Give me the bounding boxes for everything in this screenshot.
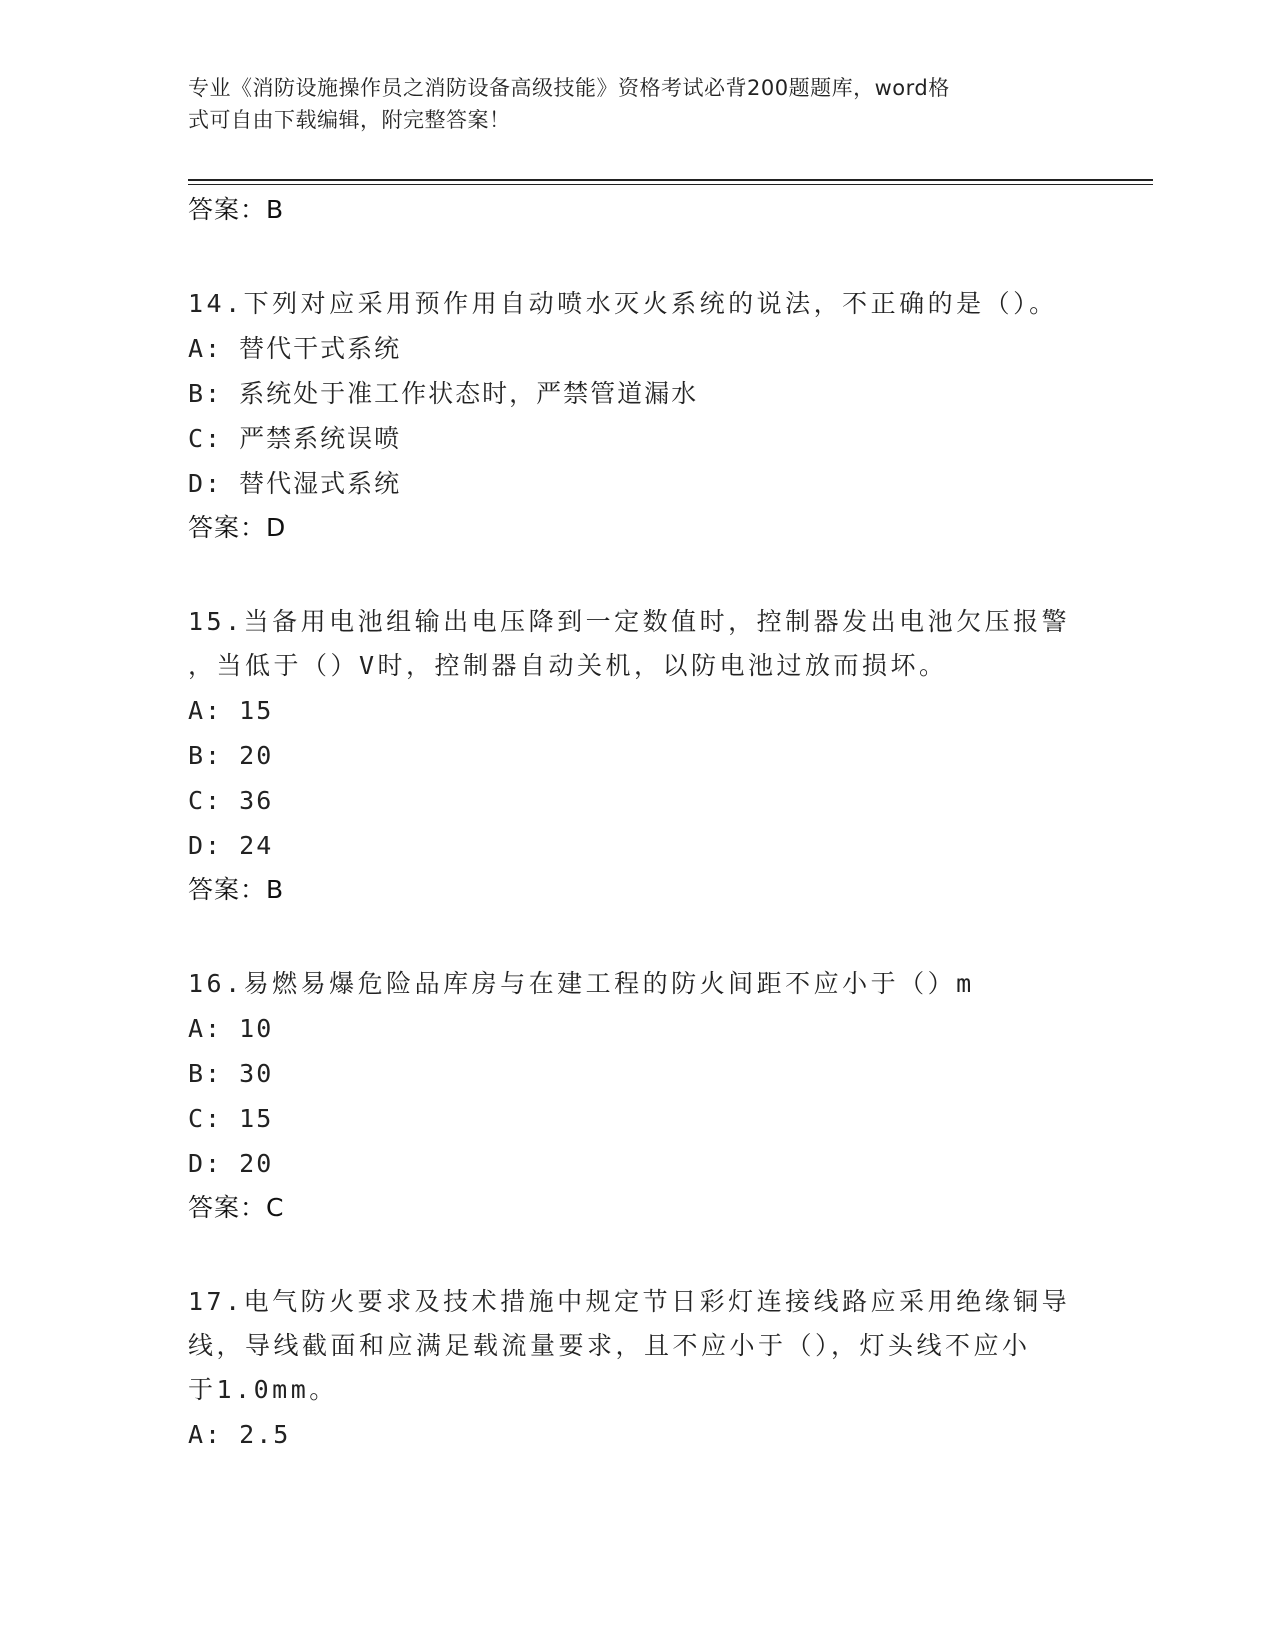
option-b: B: 系统处于准工作状态时，严禁管道漏水: [188, 379, 699, 408]
question-17: [188, 1280, 1088, 1457]
stem-line: 15.当备用电池组输出电压降到一定数值时，控制器发出电池欠压报警: [188, 607, 1071, 636]
question-stem: [188, 1280, 1088, 1412]
question-list: [188, 188, 1088, 1507]
option-d: D: 24: [188, 831, 274, 860]
header-rule-thick: [188, 179, 1153, 181]
option-b: B: 30: [188, 1059, 274, 1088]
question-stem: [188, 600, 1088, 688]
header-line-2: 式可自由下载编辑，附完整答案！: [188, 108, 511, 132]
option-a: A: 替代干式系统: [188, 334, 402, 363]
option-a: A: 2.5: [188, 1420, 291, 1449]
option-a: A: 10: [188, 1014, 274, 1043]
question-15: [188, 600, 1088, 912]
option-c: C: 15: [188, 1104, 274, 1133]
question-14: [188, 282, 1088, 550]
answer-label: 答案：C: [188, 1193, 285, 1222]
question-stem: [188, 282, 1088, 326]
option-c: C: 36: [188, 786, 274, 815]
stem-line: 于1.0mm。: [188, 1375, 338, 1404]
stem-line: ，当低于（）V时，控制器自动关机，以防电池过放而损坏。: [188, 651, 948, 680]
stem-line: 17.电气防火要求及技术措施中规定节日彩灯连接线路应采用绝缘铜导: [188, 1287, 1071, 1316]
stem-line: 16.易燃易爆危险品库房与在建工程的防火间距不应小于（）m: [188, 969, 975, 998]
option-d: D: 替代湿式系统: [188, 469, 402, 498]
option-a: A: 15: [188, 696, 274, 725]
option-b: B: 20: [188, 741, 274, 770]
answer-label: 答案：D: [188, 513, 287, 542]
header-line-1: 专业《消防设施操作员之消防设备高级技能》资格考试必背200题题库，word格: [188, 76, 950, 100]
stem-line: 线，导线截面和应满足载流量要求，且不应小于（），灯头线不应小: [188, 1331, 1031, 1360]
document-header: [188, 72, 1068, 136]
option-d: D: 20: [188, 1149, 274, 1178]
question-stem: [188, 962, 1088, 1006]
option-c: C: 严禁系统误喷: [188, 424, 402, 453]
previous-answer: 答案：B: [188, 195, 285, 224]
header-rule-thin: [188, 184, 1153, 185]
stem-line: 14.下列对应采用预作用自动喷水灭火系统的说法，不正确的是（）。: [188, 289, 1058, 318]
answer-label: 答案：B: [188, 875, 285, 904]
question-16: [188, 962, 1088, 1230]
